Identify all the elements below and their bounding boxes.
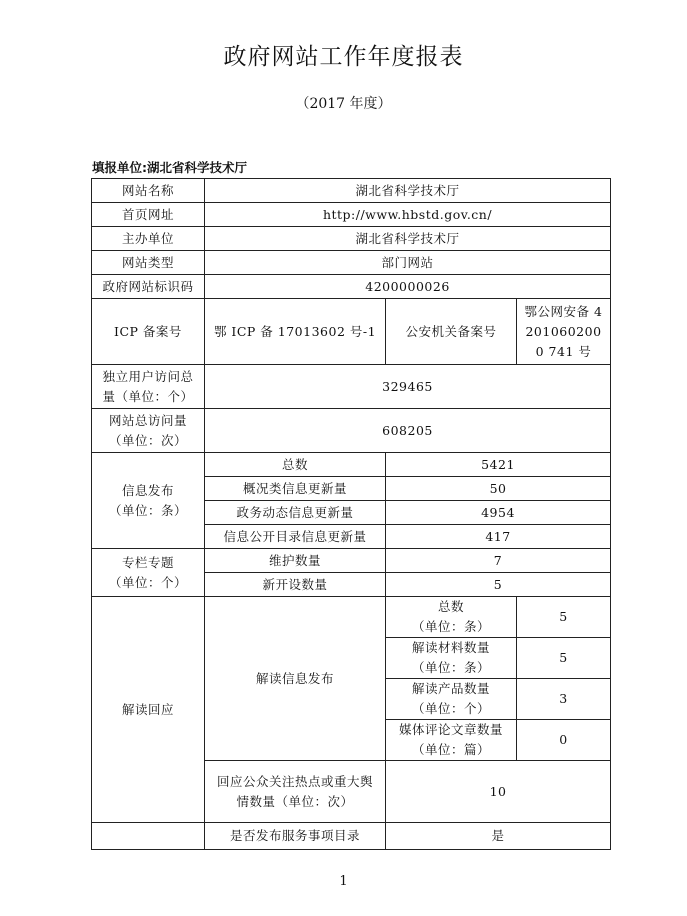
public-response-value: 10: [386, 761, 611, 823]
new-count-value: 5: [386, 573, 611, 597]
interp-media-unit: （单位：篇）: [411, 742, 490, 757]
info-total-value: 5421: [386, 453, 611, 477]
catalog-update-value: 417: [386, 525, 611, 549]
interp-materials-title: 解读材料数量: [411, 640, 490, 655]
maintain-count-label: 维护数量: [205, 549, 386, 573]
police-record-label: 公安机关备案号: [386, 299, 517, 365]
site-id-label: 政府网站标识码: [92, 275, 205, 299]
table-row: [92, 203, 611, 227]
police-record-value: 鄂公网安备 42010602000 741 号: [517, 299, 611, 365]
table-row: [92, 179, 611, 203]
interpretation-release-label: 解读信息发布: [205, 597, 386, 761]
columns-title: 专栏专题: [121, 554, 174, 570]
table-row: [92, 597, 611, 638]
interpretation-label: 解读回应: [92, 597, 205, 823]
public-response-label: 回应公众关注热点或重大舆情数量（单位：次）: [205, 761, 386, 823]
interp-materials-value: 5: [517, 638, 611, 679]
table-row: [92, 823, 611, 850]
report-table: [91, 178, 611, 850]
site-name-value: 湖北省科学技术厅: [205, 179, 611, 203]
catalog-update-label: 信息公开目录信息更新量: [205, 525, 386, 549]
site-type-value: 部门网站: [205, 251, 611, 275]
page-title: 政府网站工作年度报表: [223, 44, 464, 70]
site-id-value: 4200000026: [205, 275, 611, 299]
columns-unit: （单位：个）: [108, 574, 187, 590]
icp-label: ICP 备案号: [92, 299, 205, 365]
site-name-label: 网站名称: [92, 179, 205, 203]
table-row: [92, 453, 611, 477]
interp-products-unit: （单位：个）: [411, 701, 490, 716]
new-count-label: 新开设数量: [205, 573, 386, 597]
sponsor-label: 主办单位: [92, 227, 205, 251]
overview-update-label: 概况类信息更新量: [205, 477, 386, 501]
table-row: [92, 227, 611, 251]
interp-total-unit: （单位：条）: [411, 619, 490, 634]
unique-visitors-label: 独立用户访问总量（单位：个）: [92, 365, 205, 409]
total-visits-label: 网站总访问量（单位：次）: [92, 409, 205, 453]
maintain-count-value: 7: [386, 549, 611, 573]
site-type-label: 网站类型: [92, 251, 205, 275]
info-release-unit: （单位：条）: [108, 502, 187, 518]
total-visits-value: 608205: [205, 409, 611, 453]
table-row: [92, 549, 611, 573]
info-total-label: 总数: [205, 453, 386, 477]
table-row: [92, 251, 611, 275]
service-catalog-label: 是否发布服务事项目录: [205, 823, 386, 850]
interp-total-value: 5: [517, 597, 611, 638]
gov-news-update-value: 4954: [386, 501, 611, 525]
unique-visitors-value: 329465: [205, 365, 611, 409]
reporting-unit: 填报单位:湖北省科学技术厅: [92, 160, 247, 175]
table-row: [92, 299, 611, 365]
interp-media-title: 媒体评论文章数量: [398, 722, 503, 737]
icp-value: 鄂 ICP 备 17013602 号-1: [205, 299, 386, 365]
interp-total-title: 总数: [437, 599, 464, 614]
service-catalog-blank: [92, 823, 205, 850]
interp-products-value: 3: [517, 679, 611, 720]
page-number: 1: [339, 874, 348, 889]
interp-total-label: [386, 597, 517, 638]
interp-media-value: 0: [517, 720, 611, 761]
table-row: [92, 409, 611, 453]
columns-label: [92, 549, 205, 597]
table-row: [92, 275, 611, 299]
sponsor-value: 湖北省科学技术厅: [205, 227, 611, 251]
overview-update-value: 50: [386, 477, 611, 501]
interp-products-title: 解读产品数量: [411, 681, 490, 696]
homepage-url[interactable]: http://www.hbstd.gov.cn/: [205, 203, 611, 227]
interp-materials-label: [386, 638, 517, 679]
homepage-label: 首页网址: [92, 203, 205, 227]
service-catalog-value: 是: [386, 823, 611, 850]
table-row: [92, 365, 611, 409]
interp-media-label: [386, 720, 517, 761]
interp-products-label: [386, 679, 517, 720]
info-release-label: [92, 453, 205, 549]
interp-materials-unit: （单位：条）: [411, 660, 490, 675]
info-release-title: 信息发布: [121, 482, 174, 498]
report-year: （2017 年度）: [295, 96, 392, 112]
gov-news-update-label: 政务动态信息更新量: [205, 501, 386, 525]
